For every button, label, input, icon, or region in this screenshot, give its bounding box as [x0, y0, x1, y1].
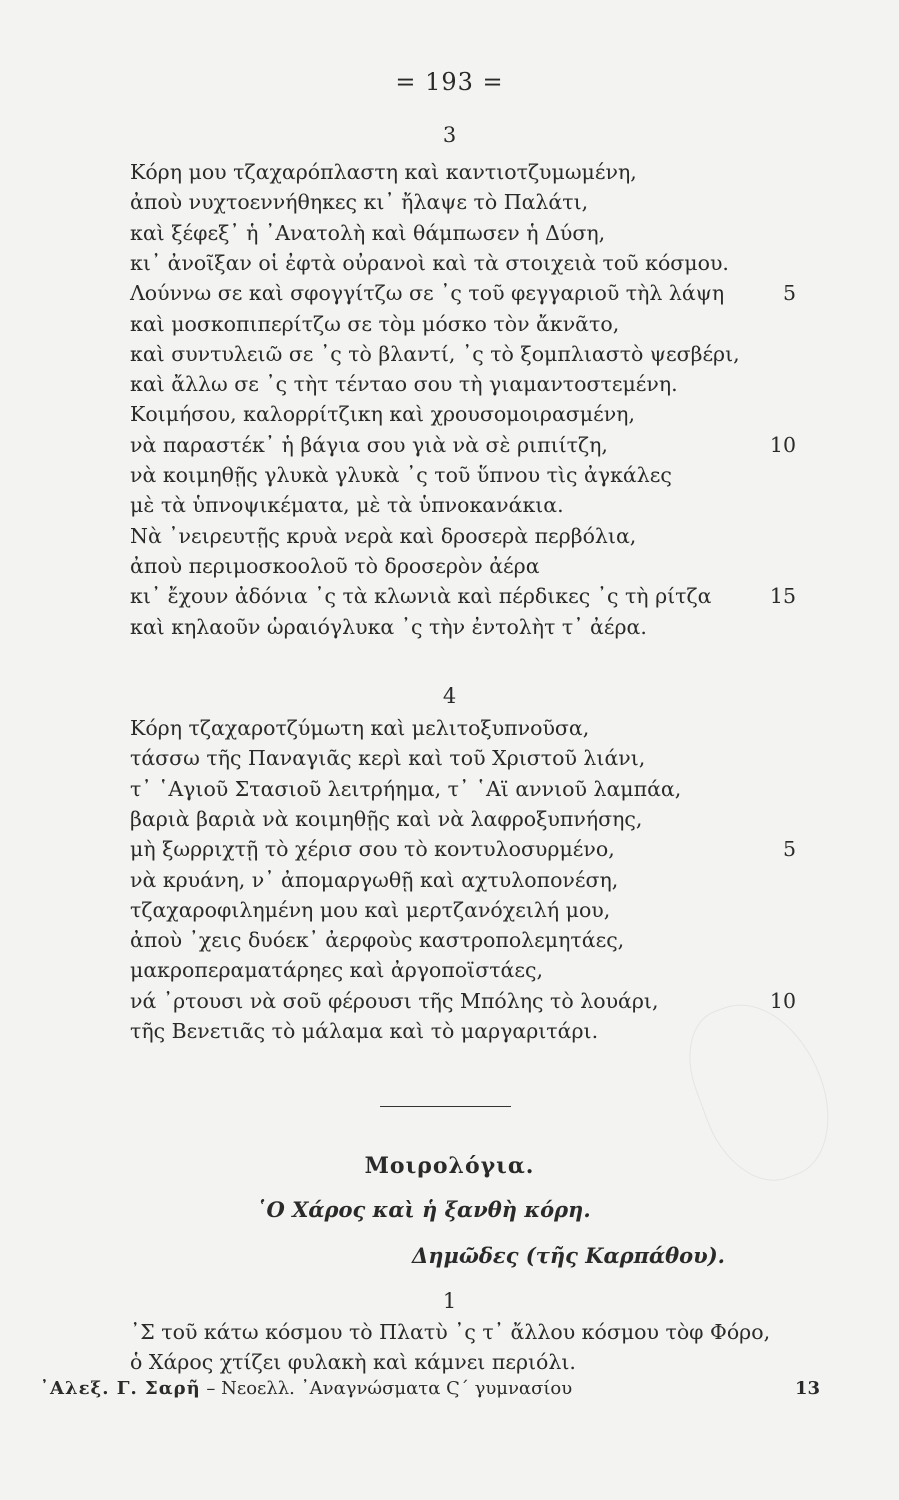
- footer-book-title: – Νεοελλ. ᾽Αναγνώσματα Ϛ´ γυμνασίου: [206, 1378, 573, 1399]
- page-header: = 193 =: [395, 68, 504, 96]
- poem-line: τζαχαροφιλημένη μου καὶ μερτζανόχειλή μου,: [130, 897, 611, 922]
- line-number: 5: [782, 281, 796, 306]
- poem-line: καὶ κηλαοῦν ὡραιόγλυκα ᾽ς τὴν ἐντολὴτ τ᾽ ἀέρα.: [130, 614, 647, 639]
- line-number: 10: [769, 432, 796, 457]
- poem-line: βαριὰ βαριὰ νὰ κοιμηθῇς καὶ νὰ λαφροξυπνήσης,: [130, 806, 643, 831]
- poem-line: ᾽Σ τοῦ κάτω κόσμου τὸ Πλατὺ ᾽ς τ᾽ ἄλλου κόσμου τὸφ Φόρο,: [130, 1320, 771, 1344]
- poem-line: τάσσω τῆς Παναγιᾶς κερὶ καὶ τοῦ Χριστοῦ λιάνι,: [130, 746, 646, 771]
- poem-line: καὶ συντυλειῶ σε ᾽ς τὸ βλαντί, ᾽ς τὸ ξομπλιαστὸ ψεσβέρι,: [130, 341, 740, 366]
- poem-source: Δημῶδες (τῆς Καρπάθου).: [412, 1243, 725, 1268]
- poem-line: νά ᾽ρτουσι νὰ σοῦ φέρουσι τῆς Μπόλης τὸ λουάρι,: [130, 988, 659, 1013]
- poem-line: νὰ κρυάνη, ν᾽ ἀπομαργωθῇ καὶ αχτυλοπονέση,: [130, 867, 619, 892]
- section-number-4: 4: [442, 684, 457, 708]
- poem-line: νὰ κοιμηθῇς γλυκὰ γλυκὰ ᾽ς τοῦ ὕπνου τὶς ἀγκάλες: [130, 463, 672, 487]
- poem-line: καὶ ἄλλω σε ᾽ς τὴτ τένταο σου τὴ γιαμαντοστεμένη.: [130, 372, 678, 397]
- poem-line: καὶ ξέφεξ᾽ ἡ ᾿Ανατολὴ καὶ θάμπωσεν ἡ Δύση,: [130, 220, 606, 245]
- poem-line: Κόρη τζαχαροτζύμωτη καὶ μελιτοξυπνοῦσα,: [130, 716, 590, 740]
- footer-author: ᾽Αλεξ. Γ. Σαρῆ: [40, 1378, 201, 1399]
- section-divider: [380, 1106, 511, 1107]
- line-number: 5: [782, 837, 796, 862]
- poem-line: Κοιμήσου, καλορρίτζικη καὶ χρουσομοιρασμένη,: [130, 402, 635, 427]
- poem-line: κι᾽ ἀνοῖξαν οἱ ἐφτὰ οὐρανοὶ καὶ τὰ στοιχειὰ τοῦ κόσμου.: [130, 250, 729, 275]
- poem-line: κι᾽ ἔχουν ἀδόνια ᾽ς τὰ κλωνιὰ καὶ πέρδικες ᾽ς τὴ ρίτζα: [130, 584, 712, 609]
- poem-line: ὁ Χάρος χτίζει φυλακὴ καὶ κάμνει περιόλι.: [130, 1350, 576, 1375]
- poem-line: Κόρη μου τζαχαρόπλαστη καὶ καντιοτζυμωμένη,: [130, 160, 637, 184]
- section-heading: Μοιρολόγια.: [364, 1153, 535, 1179]
- footer-page-number: 13: [794, 1378, 820, 1399]
- poem-line: ἀποὺ ᾽χεις δυόεκ᾽ ἀερφοὺς καστροπολεμητάες,: [130, 928, 625, 953]
- section-number-3: 3: [442, 123, 457, 147]
- line-number: 10: [769, 988, 796, 1013]
- line-number: 15: [769, 584, 796, 609]
- poem-line: Νὰ ᾽νειρευτῇς κρυὰ νερὰ καὶ δροσερὰ περβόλια,: [130, 523, 637, 548]
- poem-line: νὰ παραστέκ᾽ ἡ βάγια σου γιὰ νὰ σὲ ριπιίτζη,: [130, 432, 608, 457]
- poem-line: μὲ τὰ ὑπνοψικέματα, μὲ τὰ ὑπνοκανάκια.: [130, 493, 564, 518]
- poem-line: ἀποὺ νυχτοεννήθηκες κι᾽ ἤλαψε τὸ Παλάτι,: [130, 190, 589, 215]
- section-number-1: 1: [442, 1289, 457, 1313]
- page-footer: [40, 1378, 820, 1399]
- poem-line: Λούννω σε καὶ σφογγίτζω σε ᾽ς τοῦ φεγγαριοῦ τὴλ λάψη: [130, 281, 725, 306]
- poem-line: τῆς Βενετιᾶς τὸ μάλαμα καὶ τὸ μαργαριτάρι.: [130, 1019, 599, 1043]
- poem-line: καὶ μοσκοπιπερίτζω σε τὸμ μόσκο τὸν ἄκνᾶτο,: [130, 311, 620, 336]
- poem-line: ἀποὺ περιμοσκοολοῦ τὸ δροσερὸν ἀέρα: [130, 553, 540, 578]
- poem-line: τ᾽ ῾Αγιοῦ Στασιοῦ λειτρήημα, τ᾽ ῾Αϊ αννιοῦ λαμπάα,: [130, 776, 682, 801]
- poem-line: μακροπεραματάρηες καὶ ἀργοποϊστάες,: [130, 958, 544, 983]
- poem-title: ῾Ο Χάρος καὶ ἡ ξανθὴ κόρη.: [256, 1197, 591, 1222]
- poem-line: μὴ ξωρριχτῇ τὸ χέρισ σου τὸ κοντυλοσυρμένο,: [130, 837, 615, 862]
